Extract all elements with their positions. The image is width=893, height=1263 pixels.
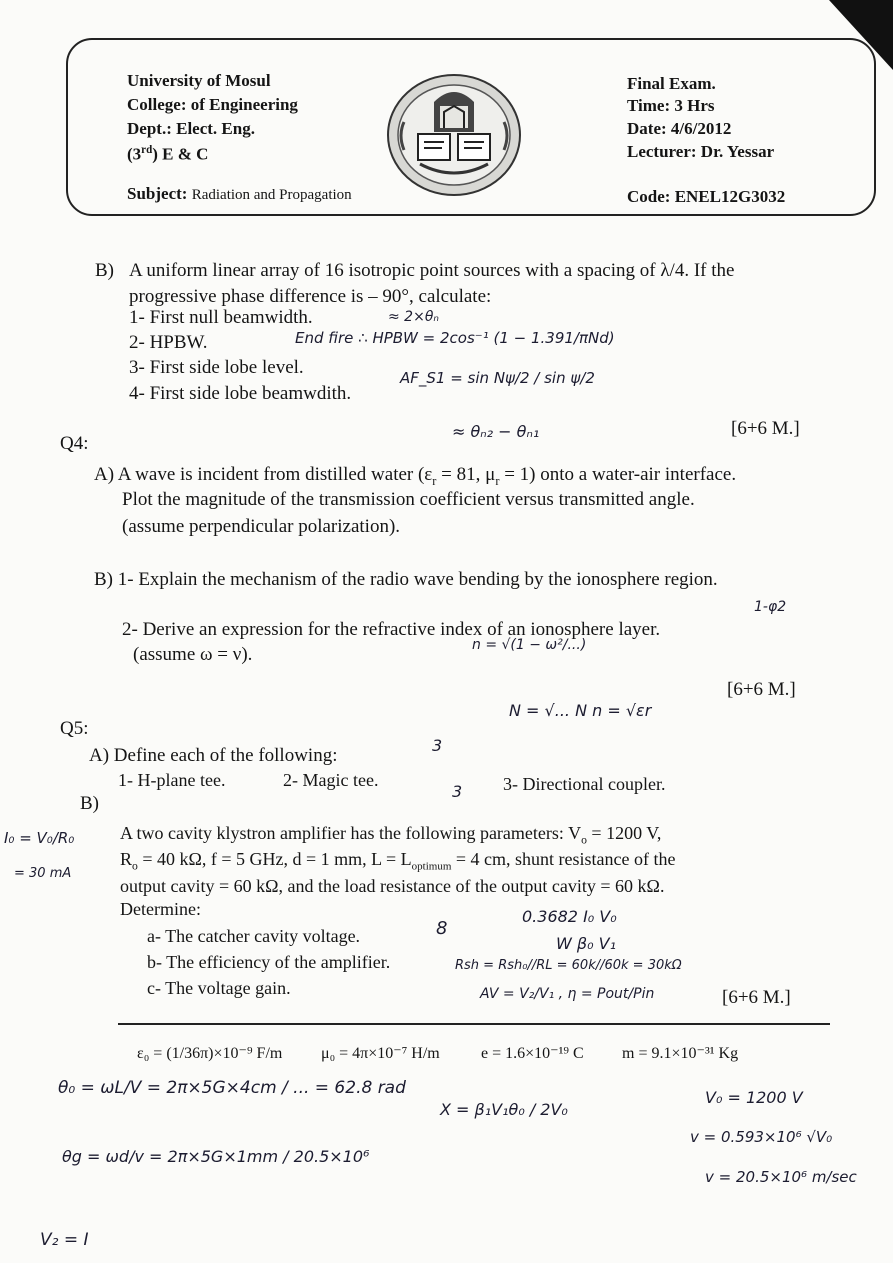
hw-note-18: θg = ωd/v = 2π×5G×1mm / 20.5×10⁶ [62,1147,370,1166]
q4a-line2: Plot the magnitude of the transmission coefficient versus transmitted angle. [122,489,695,510]
hw-note-15: AV = V₂/V₁ , η = Pout/Pin [480,986,655,1002]
header-university: University of Mosul [127,71,271,90]
hw-note-20: v = 0.593×10⁶ √V₀ [690,1128,833,1146]
q4b-line1: B) 1- Explain the mechanism of the radio wave bending by the ionosphere region. [94,569,718,590]
header-exam: Final Exam. [627,74,716,93]
hw-note-13: W β₀ V₁ [556,934,616,953]
hw-note-10: I₀ = V₀/R₀ [4,829,75,847]
university-logo [384,72,524,198]
q5b-line1: A two cavity klystron amplifier has the following parameters: $V_o = 1200$ V, [120,823,662,847]
q3b-label: B) [95,260,114,281]
q4a-line3: (assume perpendicular polarization). [122,516,401,537]
hw-note-17: X = β₁V₁θ₀ / 2V₀ [440,1100,568,1119]
header-lecturer: Lecturer: Dr. Yessar [627,142,775,161]
q5a-item-3: 3- Directional coupler. [503,774,666,794]
const-m: m = 9.1×10⁻³¹ Kg [622,1045,739,1062]
hw-note-2: End fire ∴ HPBW = 2cos⁻¹ (1 − 1.391/πNd) [295,329,615,347]
q3b-item-1: 1- First null beamwidth. [129,307,313,328]
q3b-item-4: 4- First side lobe beamwdith. [129,383,352,404]
hw-note-23: 8 [436,918,448,939]
hw-note-1: ≈ 2×θₙ [388,309,439,325]
header-class: (3rd) E & C [127,144,209,164]
q5b-line3: output cavity = 60 kΩ, and the load resistance of the output cavity = 60 kΩ. [120,876,665,896]
header-date: Date: 4/6/2012 [627,119,732,138]
q5-marks: [6+6 M.] [722,987,791,1008]
q5-label: Q5: [60,718,89,739]
q3b-item-2: 2- HPBW. [129,332,208,353]
q5b-item-c: c- The voltage gain. [147,978,291,998]
hw-note-19: V₀ = 1200 V [705,1088,803,1107]
hw-note-3: AF_S1 = sin Nψ/2 / sin ψ/2 [400,369,595,387]
hw-note-5: 1-φ2 [754,599,787,615]
hw-note-4: ≈ θₙ₂ − θₙ₁ [452,422,540,441]
q5a-item-1: 1- H-plane tee. [118,770,226,790]
header-dept: Dept.: Elect. Eng. [127,119,255,138]
q4-marks: [6+6 M.] [727,679,796,700]
hw-note-14: Rsh = Rsh₀//RL = 60k//60k = 30kΩ [455,958,682,973]
hw-note-12: 0.3682 I₀ V₀ [522,907,617,926]
q3b-marks: [6+6 M.] [731,418,800,439]
hw-note-8: N = √... N n = √εr [509,701,652,720]
hw-note-6: 3 [432,736,443,755]
q5b-line2: $R_o = 40$ kΩ, f = 5 GHz, d = 1 mm, $L = L_{optimum} = 4$ cm, shunt resistance of the [120,849,676,873]
hw-note-7: n = √(1 − ω²/...) [472,637,587,653]
q4-label: Q4: [60,433,89,454]
hw-note-16: θ₀ = ωL/V = 2π×5G×4cm / ... = 62.8 rad [58,1078,406,1098]
divider [118,1023,830,1025]
q3b-line2: progressive phase difference is – 90°, calculate: [129,286,492,307]
hw-note-9: 3 [452,782,463,801]
header-time: Time: 3 Hrs [627,96,715,115]
q3b-line1: A uniform linear array of 16 isotropic point sources with a spacing of λ/4. If the [129,260,735,281]
q5a-item-2: 2- Magic tee. [283,770,379,790]
q5b-item-b: b- The efficiency of the amplifier. [147,952,391,972]
q5b-line4: Determine: [120,899,201,919]
q4b-line3: (assume ω = ν). [133,644,253,665]
q4b-line2: 2- Derive an expression for the refractive index of an ionosphere layer. [122,619,661,640]
hw-note-22: V₂ = I [40,1230,89,1250]
q5a-line1: A) Define each of the following: [89,745,338,766]
q5b-label: B) [80,793,99,814]
hw-note-11: = 30 mA [14,866,72,881]
hw-note-21: v = 20.5×10⁶ m/sec [705,1168,857,1186]
q4a-line1: A) A wave is incident from distilled water ($\varepsilon_r = 81$, $\mu_r = 1$) onto a water-air interface. [94,464,737,488]
header-code: Code: ENEL12G3032 [627,187,786,206]
const-eps0: ε₀ = (1/36π)×10⁻⁹ F/m [137,1045,283,1062]
const-e: e = 1.6×10⁻¹⁹ C [481,1045,584,1062]
header-college: College: of Engineering [127,95,298,114]
header-subject: Subject: Radiation and Propagation [127,184,352,203]
q3b-item-3: 3- First side lobe level. [129,357,304,378]
const-mu0: μ₀ = 4π×10⁻⁷ H/m [321,1045,440,1062]
q5b-item-a: a- The catcher cavity voltage. [147,926,361,946]
